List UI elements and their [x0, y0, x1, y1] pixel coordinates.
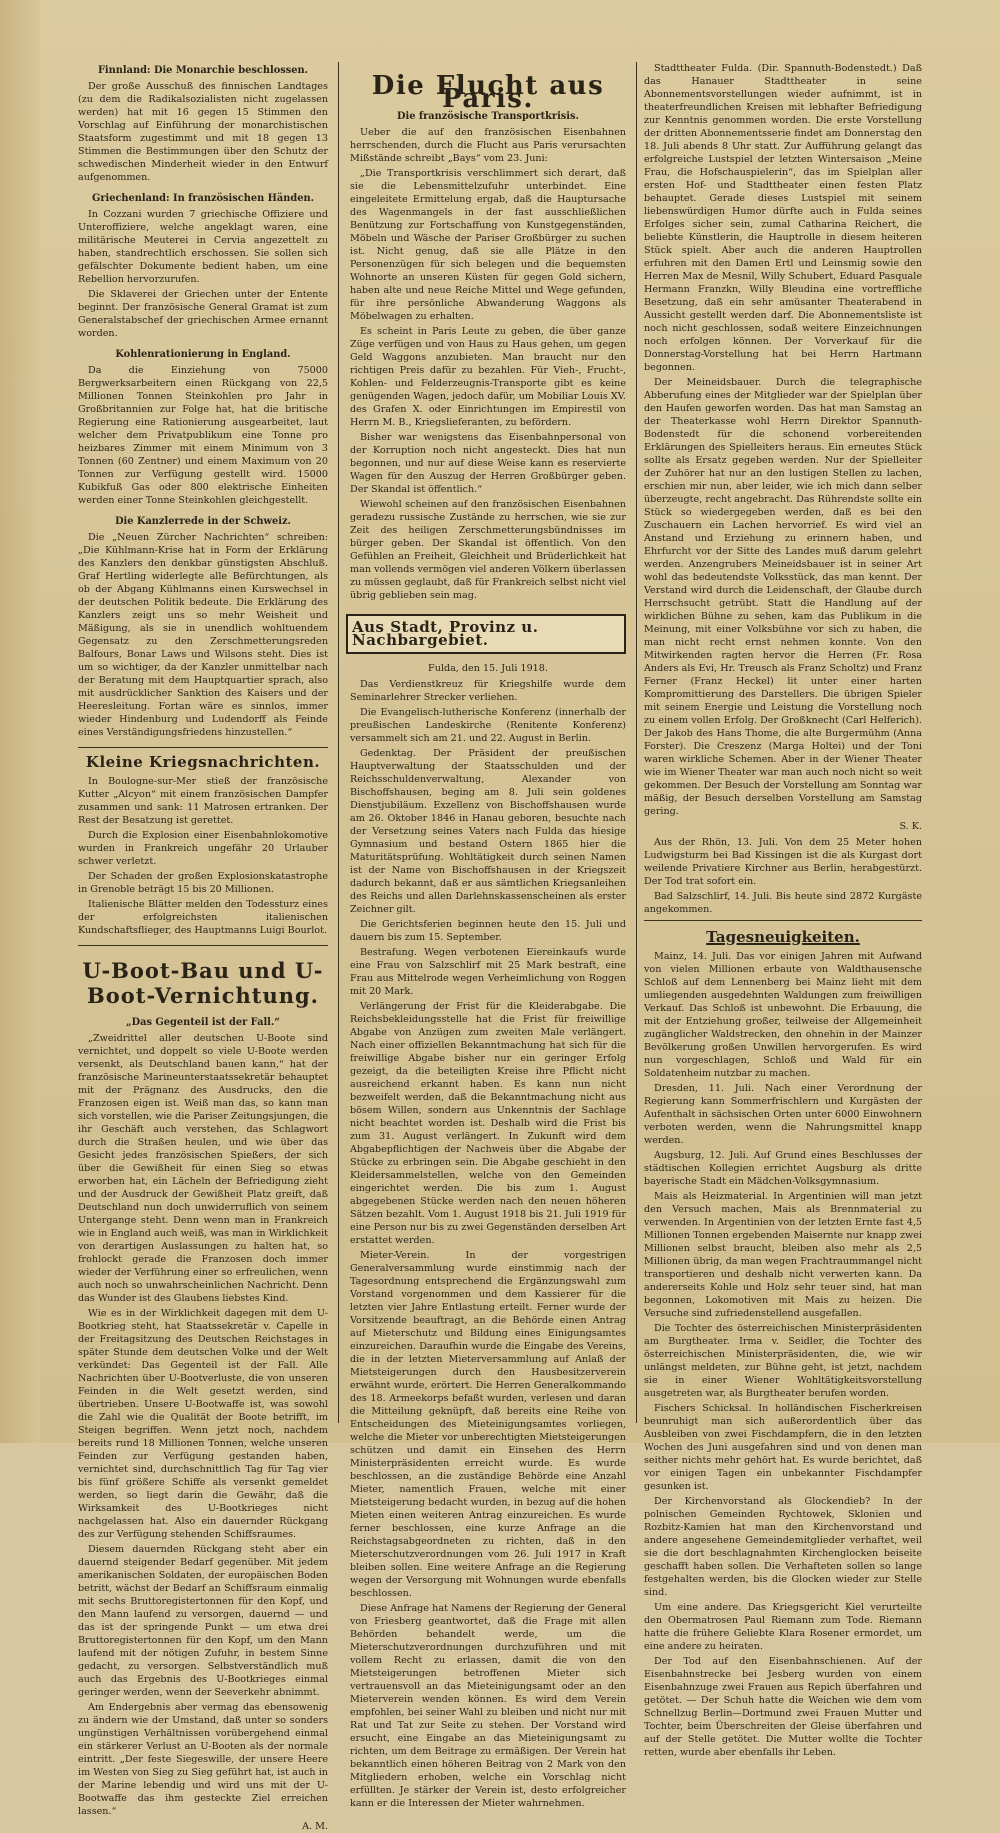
text-kriegs-2: Durch die Explosion einer Eisenbahnlokomotive wurden in Frankreich ungefähr 20 Urlauber schwer verletzt. [78, 830, 328, 867]
text-griechenland-2: Die Sklaverei der Griechen unter der Entente beginnt. Der französische General Gramat ist zum Generalstabschef der griechischen Armee ernannt worden. [78, 289, 328, 339]
text-flucht-5: Wiewohl scheinen auf den französischen Eisenbahnen geradezu russische Zustände zu herrschen, wie sie zur Zeit des heiligen Zerschmetterungsbündnisses im bürger geben. Der Skandal ist öffentlich. Von den Gefühlen an Freiheit, Gleichheit und Brüderlichkeit hat man vollends vermögen viel anderen Völkern überlassen zu müssen geglaubt, daß für Frankreich selbst nicht viel übrig geblieben sein mag. [350, 499, 626, 601]
text-flucht-4: Bisher war wenigstens das Eisenbahnpersonal von der Korruption noch nicht angesteckt. Dies hat nun begonnen, und nur auf diese Weise kann es reservierte Wagen für den Auszug der Herren Großbürger geben. Der Skandal ist öffentlich.“ [350, 432, 626, 495]
subhead-flucht: Die französische Transportkrisis. [397, 111, 579, 122]
article-kriegsnachrichten [78, 753, 328, 937]
text-stadt-8: Diese Anfrage hat Namens der Regierung der General von Friesberg geantwortet, daß die Frage mit allen Behörden behandelt werde, um die Mieterschutzverordnungen durchzuführen und mit vollem Recht zu erlassen, damit die von den Mietsteigerungen betroffenen Mieter sich vertrauensvoll an das Mieteinigungsamt oder an den Mieterverein wenden können. Es wird dem Verein empfohlen, bei seiner Wahl zu bleiben und nicht nur mit Rat und Tat zur Seite zu stehen. Der Vorstand wird ersucht, eine Eingabe an das Mieteinigungsamt zu richten, um dem Beitrage zu ermäßigen. Der Verein hat bekanntlich einen höheren Beitrag von 2 Mark von den Mitgliedern erhoben, welche ein Vorschlag nicht erfüllten. Je stärker der Verein ist, desto erfolgreicher kann er die Interessen der Mieter wahrnehmen. [350, 1603, 626, 1809]
column-rule-1 [338, 62, 339, 1423]
text-fischer: Fischers Schicksal. In holländischen Fischerkreisen beunruhigt man sich außerordentlich über das Ausbleiben von zwei Fischdampfern, die in den letzten Wochen des Juni ausgefahren sind und von denen man seither nichts mehr gehört hat. Es wurde berichtet, daß vor einigen Tagen ein unbekannter Fischdampfer gesunken ist. [644, 1403, 922, 1492]
text-finnland: Der große Ausschuß des finnischen Landtages (zu dem die Radikalsozialisten nicht zugelassen werden) hat mit 16 gegen 15 Stimmen den Vorschlag auf Einführung der monarchistischen Staatsform zugestimmt und mit 18 gegen 13 Stimmen die Bestimmungen über den Schutz der schwedischen Minderheit wieder in den Entwurf aufgenommen. [78, 81, 328, 183]
text-kriegs-1: In Boulogne-sur-Mer stieß der französische Kutter „Alcyon“ mit einem französischen Dampfer zusammen und sank: 11 Matrosen ertranken. Der Rest der Besatzung ist gerettet. [78, 776, 328, 826]
text-augsburg: Augsburg, 12. Juli. Auf Grund eines Beschlusses der städtischen Kollegien errichtet Augsburg als dritte bayerische Stadt ein Mädchen-Volksgymnasium. [644, 1150, 922, 1187]
text-stadt-5: Bestrafung. Wegen verbotenen Eiereinkaufs wurde eine Frau von Salzschlirf mit 25 Mark bestraft, eine Frau aus Mittelrode wegen Verheimlichung von Roggen mit 20 Mark. [350, 947, 626, 997]
article-finnland [78, 64, 328, 184]
headline-griechenland: Griechenland: In französischen Händen. [91, 193, 314, 204]
signature-theater: S. K. [899, 821, 922, 832]
text-bahn: Der Tod auf den Eisenbahnschienen. Auf der Eisenbahnstrecke bei Jesberg wurden von einem Eisenbahnzuge zwei Frauen aus Repich überfahren und getötet. — Der Schuh hatte die Weichen wie dem vom Schnellzug Berlin—Dortmund zwei Frauen Mutter und Tochter, beim Überschreiten der Gleise überfahren und auf der Stelle getötet. Die Mutter wollte die Tochter retten, wurde aber ebenfalls ihr Leben. [644, 1656, 922, 1758]
text-stadt-3: Gedenktag. Der Präsident der preußischen Hauptverwaltung der Staatsschulden und der Reichsschuldenverwaltung, Alexander von Bischoffshausen, beging am 8. Juli sein goldenes Dienstjubiläum. Exzellenz von Bischoffshausen wurde am 26. Oktober 1846 in Hanau geboren, besuchte nach der Versetzung seines Vaters nach Fulda das hiesige Gymnasium und bestand Ostern 1865 hier die Maturitätsprüfung. Wohltätigkeit durch seinen Namen ist der Name von Bischoffshausen in der Kriegszeit dadurch bekannt, daß er aus sämtlichen Kriegsanleihen des Reichs und allen Darlehnskassenscheinen als erster Zeichner gilt. [350, 748, 626, 915]
headline-kriegsnachrichten: Kleine Kriegsnachrichten. [85, 753, 321, 771]
text-theater-2: Der Meineidsbauer. Durch die telegraphische Abberufung eines der Mitglieder war der Spielplan über den Haufen geworfen worden. Das hat man Samstag an der Theaterkasse wohl Herrn Direktor Spannuth-Bodenstedt für die schonend vorbereitenden Erklärungen des Spielleiters heraus. Ein erneutes Stück sollte als Ersatz gegeben werden. Nur der Spielleiter der Zuhörer hat nur an den lustigen Stellen zu lachen, erschien mir nun, aber leider, wie ich mich dann selber überzeugte, recht angebracht. Das Rührendste sollte ein Stück so wiedergegeben werden, daß es bei den Zuschauern ein Lachen hervorrief. Es wird viel an Anstand und Erziehung zu erinnern haben, und Ehrfurcht vor der Sitte des Landes muß darum gelehrt werden. Anzengrubers Meineidsbauer ist in seiner Art wohl das bedeutendste Volksstück, das man kennt. Der Verstand wird durch die Leidenschaft, der Glaube durch Herrschsucht getrübt. Statt die Handlung auf der wirklichen Bühne zu sehen, kam das Publikum in die Meinung, mit einer Volksbühne vor sich zu haben, die man nicht recht ernst nehmen konnte. Von den Mitwirkenden ragten hervor die Herren (Fr. Rosa Anders als Evi, Hr. Treusch als Franz Scholtz) und Franz Ferner (Franz Heckel) lit unter einer harten Kompromittierung des Darstellers. Die übrigen Spieler mit seinem Energie und Leistung die Vorstellung noch zu einem vollen Erfolg. Der Großknecht (Carl Helferich). Der Jakob des Hans Thome, die alte Burgermühm (Anna Forster). Die Creszenz (Marga Holtei) und der Toni waren wirkliche Schemen. Aber in der Wiener Theater wie im Wiener Theater war man auch noch nicht so weit gekommen. Der Besuch der Vorstellung am Sonntag war mäßig, der Besuch derselben Vorstellung am Samstag gering. [644, 377, 922, 817]
headline-kohlen: Kohlenrationierung in England. [115, 349, 291, 360]
signature-uboot: A. M. [302, 1821, 328, 1832]
divider [78, 945, 328, 946]
text-flucht-3: Es scheint in Paris Leute zu geben, die über ganze Züge verfügen und von Haus zu Haus gehen, um gegen Geld Waggons anzubieten. Man braucht nur den richtigen Preis dafür zu bezahlen. Für Vieh-, Frucht-, Kohlen- und Felderzeugnis-Transporte gibt es keine genügenden Wagen, jedoch dafür, um Mobiliar Louis XV. des Grafen X. oder Einrichtungen im Empirestil von Herrn M. B., Kriegslieferanten, zu befördern. [350, 326, 626, 428]
text-mais: Mais als Heizmaterial. In Argentinien will man jetzt den Versuch machen, Mais als Brennmaterial zu verwenden. In Argentinien von der letzten Ernte fast 4,5 Millionen Tonnen ergebenden Maisernte nur knapp zwei Millionen selbst braucht, bleiben also mehr als 2,5 Millionen übrig, da man wegen Frachtraummangel nicht transportieren und deshalb nicht verwerten kann. Da andererseits Kohle und Holz sehr teuer sind, hat man begonnen, Lokomotiven mit Mais zu heizen. Die Versuche sind zufriedenstellend ausgefallen. [644, 1191, 922, 1319]
text-flucht-1: Ueber die auf den französischen Eisenbahnen herrschenden, durch die Flucht aus Paris verursachten Mißstände schreibt „Bays“ vom 23. Juni: [350, 127, 626, 164]
text-griechenland-1: In Cozzani wurden 7 griechische Offiziere und Unteroffiziere, welche angeklagt waren, eine militärische Meuterei in Cervia angezettelt zu haben, standrechtlich erschossen. Sie sollen sich gefälschter Dokumente bedient haben, um eine Rebellion hervorzurufen. [78, 209, 328, 285]
article-uboot [78, 958, 328, 1833]
text-uboot-4: Am Endergebnis aber vermag das ebensowenig zu ändern wie der Umstand, daß unter so sonders ungünstigen Verhältnissen vorübergehend einmal ein stärkerer Verlust an U-Booten als der normale eintritt. „Der feste Siegeswille, der unsere Heere im Westen von Sieg zu Sieg geführt hat, ist auch in der Marine lebendig und wird uns mit der U-Bootwaffe das ihm gesteckte Ziel erreichen lassen.“ [78, 1702, 328, 1817]
subhead-uboot: „Das Gegenteil ist der Fall.“ [126, 1017, 280, 1028]
text-mainz: Mainz, 14. Juli. Das vor einigen Jahren mit Aufwand von vielen Millionen erbaute von Waldthausensche Schloß auf dem Lennenberg bei Mainz lieht mit dem umliegenden ausgedehnten Waldungen zum freiwilligen Verkauf. Das Schloß ist unbewohnt. Die Erbauung, die mit der Entziehung großer, teilweise der Allgemeinheit zugänglicher Waldstrecken, den ohnehin in der Mainzer Bevölkerung großen Unwillen hervorgerufen. Es wird nun vorgeschlagen, Schloß und Wald für ein Soldatenheim nutzbar zu machen. [644, 951, 922, 1079]
headline-uboot: U-Boot-Bau und U-Boot-Vernichtung. [82, 958, 324, 1008]
text-kriegs-3: Der Schaden der großen Explosionskatastrophe in Grenoble beträgt 15 bis 20 Millionen. [78, 871, 328, 895]
text-glocken: Der Kirchenvorstand als Glockendieb? In der polnischen Gemeinden Rychtowek, Sklonien und Rozbitz-Kamien hat man den Kirchenvorstand und andere angesehene Gemeindemitglieder verhaftet, weil sie die dort beschlagnahmten Kirchenglocken beiseite geschafft haben sollen. Die Verhafteten sollen so lange festgehalten werden, bis die Glocken wieder zur Stelle sind. [644, 1496, 922, 1598]
headline-finnland: Finnland: Die Monarchie beschlossen. [97, 65, 309, 76]
text-rhoen: Aus der Rhön, 13. Juli. Von dem 25 Meter hohen Ludwigsturm bei Bad Kissingen ist die als Kurgast dort weilende Privatiere Kirchner aus Berlin, herabgestürzt. Der Tod trat sofort ein. [644, 837, 922, 887]
text-kriegs-4: Italienische Blätter melden den Todessturz eines der erfolgreichsten italienischen Kundschaftsflieger, des Hauptmanns Luigi Bourlot. [78, 899, 328, 936]
column-right [644, 62, 922, 1758]
dateline-fulda: Fulda, den 15. Juli 1918. [428, 663, 548, 674]
text-kiel: Um eine andere. Das Kriegsgericht Kiel verurteilte den Obermatrosen Paul Riemann zum Tode. Riemann hatte die frühere Geliebte Klara Rosener ermordet, um eine andere zu heiraten. [644, 1602, 922, 1652]
article-kohlen [78, 348, 328, 507]
headline-flucht: Die Flucht aus Paris. [371, 71, 605, 114]
column-rule-2 [636, 62, 637, 1423]
text-flucht-2: „Die Transportkrisis verschlimmert sich derart, daß sie die Lebensmittelzufuhr unterbindet. Eine eingeleitete Ermittelung ergab, daß die Hauptursache des Wagenmangels in der fast ausschließlichen Benützung zur Fortschaffung von Kunstgegenständen, Möbeln und Wäsche der Pariser Großbürger zu suchen ist. Nicht genug, daß sie alle Plätze in den Personenzügen für sich belegen und die bequemsten Wohnorte an unseren Küsten für gegen Gold sichern, haben alte und neue Reiche Mittel und Wege gefunden, für ihre persönliche Abwanderung Waggons als Möbelwagen zu erhalten. [350, 168, 626, 322]
column-middle [350, 62, 626, 1809]
text-theater-1: Stadttheater Fulda. (Dir. Spannuth-Bodenstedt.) Daß das Hanauer Stadttheater in seine Abonnementsvorstellungen wieder aufnimmt, ist in theaterfreundlichen Kreisen mit lebhafter Befriedigung zur Kenntnis genommen worden. Die erste Vorstellung der dritten Abonnementsserie findet am Donnerstag den 18. Juli abends 8 Uhr statt. Zur Aufführung gelangt das erfolgreiche Lustspiel der letzten Wintersaison „Meine Frau, die Hofschauspielerin“, das im Spielplan aller ersten Hof- und Stadttheater einen festen Platz behauptet. Gerade dieses Lustspiel mit seinem liebenswürdigen Humor dürfte auch in Fulda seines Erfolges sicher sein, zumal Catharina Reichert, die beliebte Künstlerin, die Hauptrolle in diesem heiteren Stück spielt. Aber auch die anderen Hauptrollen erfuhren mit den Damen Ertl und Leinsmig sowie den Herren Max de Mesnil, Willy Schubert, Eduard Pasquale Hermann Franzkn, Willy Bleudina eine vortreffliche Besetzung, daß ein sehr amüsanter Theaterabend in Aussicht gestellt werden darf. Die Abonnementsliste ist noch nicht geschlossen, sodaß weitere Einzeichnungen noch erfolgen können. Der Vorverkauf für die Donnerstag-Vorstellung hat bei Herrn Hartmann begonnen. [644, 63, 922, 373]
text-tochter: Die Tochter des österreichischen Ministerpräsidenten am Burgtheater. Irma v. Seidler, die Tochter des österreichischen Ministerpräsidenten, die, wie wir unlängst meldeten, zur Bühne geht, ist jetzt, nachdem sie in einer Wiener Wohltätigkeitsvorstellung ausgetreten war, als Burgtheater berufen worden. [644, 1323, 922, 1399]
text-kanzlerrede: Die „Neuen Zürcher Nachrichten“ schreiben: „Die Kühlmann-Krise hat in Form der Erklärung des Kanzlers den denkbar günstigsten Abschluß. Graf Hertling widerlegte alle Befürchtungen, als ob der Abgang Kühlmanns einen Kurswechsel in der deutschen Politik bedeute. Die Erklärung des Kanzlers zeigt uns so mehr Weisheit und Mäßigung, als sie in unendlich wohltuendem Gegensatz zu den Zerschmetterungsreden Balfours, Bonar Laws und Wilsons steht. Dies ist um so wichtiger, da der Kanzler unmittelbar nach der Beratung mit dem Hauptquartier sprach, also mit ausdrücklicher Sanktion des Kaisers und der Heeresleitung. Fortan wäre es sinnlos, immer wieder Hindenburg und Ludendorff als Feinde eines Verständigungsfriedens hinzustellen.“ [78, 532, 328, 738]
text-uboot-1: „Zweidrittel aller deutschen U-Boote sind vernichtet, und doppelt so viele U-Boote werden versenkt, als Deutschland bauen kann,“ hat der französische Marineunterstaatssekretär behauptet mit der Prägnanz des Ausdrucks, den die Franzosen eigen ist. Weiß man das, so kann man sich vorstellen, wie die Pariser Zeitungsjungen, die ihr Geschäft auch verstehen, das Schlagwort durch die Straßen heulen, und wie über das Gesicht jedes französischen Spießers, der sich über die Gewißheit für einen Sieg so etwas erworben hat, ein Lächeln der Befriedigung zieht und der Ausdruck der Gewißheit Platz greift, daß Deutschland nun doch unwiderruflich von seinem Untergange steht. Denn wenn man in Frankreich wie in England auch weiß, was man in Wirklichkeit von derartigen Auslassungen zu halten hat, so frohlockt gerade die Franzosen doch immer wieder der Verführung einer so erfreulichen, wenn auch noch so unwahrscheinlichen Nachricht. Denn das Wunder ist des Glaubens liebstes Kind. [78, 1033, 328, 1304]
text-stadt-6: Verlängerung der Frist für die Kleiderabgabe. Die Reichsbekleidungsstelle hat die Frist für freiwillige Abgabe von Anzügen zum zweiten Male verlängert. Nach einer offiziellen Bekanntmachung hat sich für die freiwillige Abgabe bisher nur ein geringer Erfolg gezeigt, da die beteiligten Kreise ihre Pflicht nicht ausreichend erkannt haben. Es kann nun nicht bezweifelt werden, daß die Bekanntmachung nicht aus bösem Willen, sondern aus Unkenntnis der Sachlage nicht beachtet worden ist. Deshalb wird die Frist bis zum 31. August verlängert. In Zukunft wird dem Abgabepflichtigen der Nachweis über die Abgabe der Stücke zu erbringen sein. Die Abgabe geschieht in den Kleidersammelstellen, welche von den Gemeinden eingerichtet werden. Die bis zum 1. August abgegebenen Stücke werden nach den neuen höheren Sätzen bezahlt. Vom 1. August 1918 bis 21. Juli 1919 für eine Person nur bis zu zwei Gegenständen derselben Art erstattet werden. [350, 1001, 626, 1246]
text-stadt-2: Die Evangelisch-lutherische Konferenz (innerhalb der preußischen Landeskirche (Renitente Konferenz) versammelt sich am 21. und 22. August in Berlin. [350, 707, 626, 744]
headline-tagesneuigkeiten: Tagesneuigkeiten. [706, 928, 860, 946]
divider [644, 920, 922, 921]
text-stadt-1: Das Verdienstkreuz für Kriegshilfe wurde dem Seminarlehrer Strecker verliehen. [350, 679, 626, 703]
text-stadt-7: Mieter-Verein. In der vorgestrigen Generalversammlung wurde einstimmig nach der Tagesordnung entsprechend die Ergänzungswahl zum Vorstand vorgenommen und dem Kassierer für die letzten vier Jahre Entlastung erteilt. Ferner wurde der Vorsitzende beauftragt, an die Behörde einen Antrag auf Mieterschutz und Bildung eines Einigungsamtes einzureichen. Daraufhin wurde die Eingabe des Vereins, die in der letzten Mieterversammlung auf Anlaß der Mietsteigerungen durch den Hausbesitzerverein erwähnt wurde, erörtert. Die Herren Generalkommando des 18. Armeekorps befaßt wurden, verlesen und daran die Mitteilung geknüpft, daß bereits eine Reihe von Entscheidungen des Mieteinigungsamtes vorliegen, welche die Mieter vor unberechtigten Mietsteigerungen schützen und damit ein Einsehen des Herrn Ministerpräsidenten erreicht wurde. Es wurde beschlossen, an die zuständige Behörde eine Anzahl Mieter, namentlich Frauen, welche mit einer Mietsteigerung bedacht wurden, in bezug auf die hohen Mieten einen weiteren Antrag einzureichen. Es wurde ferner beschlossen, eine kurze Anfrage an die Reichstagsabgeordneten zu richten, daß in den Mieterschutzverordnungen vom 26. Juli 1917 in Kraft bleiben sollen. Eine weitere Anfrage an die Regierung wegen der Versorgung mit Wohnungen wurde ebenfalls beschlossen. [350, 1250, 626, 1599]
divider [78, 747, 328, 748]
article-kanzlerrede [78, 515, 328, 739]
text-kohlen: Da die Einziehung von 75000 Bergwerksarbeitern einen Rückgang von 22,5 Millionen Tonnen Steinkohlen pro Jahr in Großbritannien zur Folge hat, hat die britische Regierung eine Rationierung ausgearbeitet, laut welcher dem Privatpublikum eine Tonne pro heizbares Zimmer mit einem Minimum von 3 Tonnen (60 Zentner) und einem Maximum von 20 Tonnen zur Verfügung gestellt wird. 15000 Kubikfuß Gas oder 800 elektrische Einheiten werden einer Tonne Steinkohlen gleichgestellt. [78, 365, 328, 506]
page-fold-shadow [0, 0, 40, 1443]
article-flucht [350, 71, 626, 602]
column-left [78, 62, 328, 1832]
text-salzschlirf: Bad Salzschlirf, 14. Juli. Bis heute sind 2872 Kurgäste angekommen. [644, 891, 922, 915]
text-stadt-4: Die Gerichtsferien beginnen heute den 15. Juli und dauern bis zum 15. September. [350, 919, 626, 943]
article-griechenland [78, 192, 328, 340]
text-uboot-2: Wie es in der Wirklichkeit dagegen mit dem U-Bootkrieg steht, hat Staatssekretär v. Capelle in der Freitagsitzung des Deutschen Reichstages in später Stunde dem deutschen Volke und der Welt verkündet: Das Gegenteil ist der Fall. Alle Nachrichten über U-Bootverluste, die von unseren Feinden in die Welt gesetzt werden, sind übertrieben. Unsere U-Bootwaffe ist, was sowohl die Zahl wie die Qualität der Boote betrifft, im Steigen begriffen. Wenn jetzt noch, nachdem bereits rund 18 Millionen Tonnen, welche unseren Feinden zur Verfügung gestanden haben, vernichtet sind, durchschnittlich Tag für Tag vier bis fünf größere Schiffe als versenkt gemeldet werden, so liegt darin die Gewähr, daß die Wirksamkeit des U-Bootkrieges nicht nachgelassen hat. Also ein dauernder Rückgang des zur Verfügung stehenden Schiffsraumes. [78, 1308, 328, 1540]
headline-kanzlerrede: Die Kanzlerrede in der Schweiz. [115, 516, 291, 527]
section-banner-stadt: Aus Stadt, Provinz u. Nachbargebiet. [346, 614, 626, 654]
text-dresden: Dresden, 11. Juli. Nach einer Verordnung der Regierung kann Sommerfrischlern und Kurgästen der Aufenthalt in sächsischen Orten unter 6000 Einwohnern verboten werden, wenn die Nahrungsmittel knapp werden. [644, 1083, 922, 1146]
text-uboot-3: Diesem dauernden Rückgang steht aber ein dauernd steigender Bedarf gegenüber. Mit jedem amerikanischen Soldaten, der europäischen Boden betritt, wächst der Bedarf an Schiffsraum einmalig mit sechs Bruttoregistertonnen für den Kopf, und den Mann laufend zu versorgen, dauernd — und das ist der springende Punkt — um etwa drei Bruttoregistertonnen für den Kopf, um den Mann laufend mit der nötigen Zufuhr, in bestem Sinne gedacht, zu versorgen. Selbstverständlich muß auch das Ergebnis des U-Bootkrieges einmal geringer werden, wenn der Seeverkehr abnimmt. [78, 1544, 328, 1698]
